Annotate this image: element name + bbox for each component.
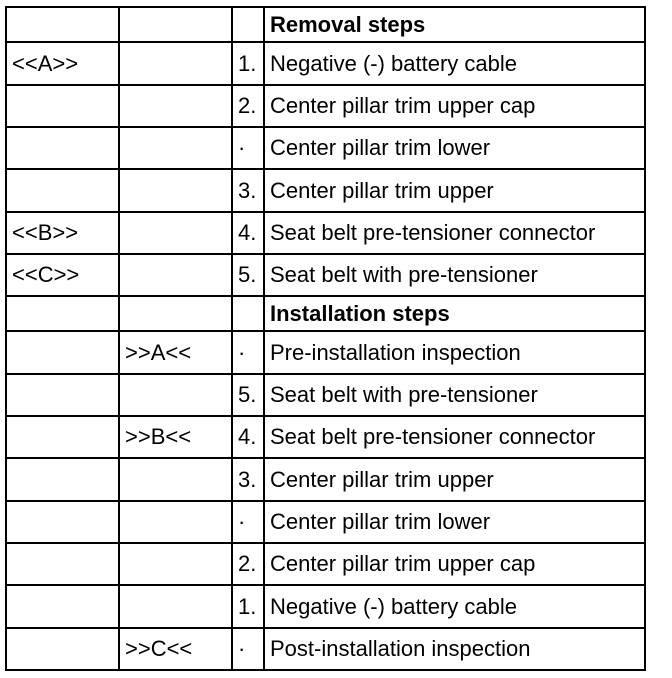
step-row (6, 127, 645, 169)
step-number-cell: 5. (232, 374, 264, 416)
step-number-cell (232, 7, 264, 42)
removal-ref-cell (6, 374, 119, 416)
removal-ref-cell (6, 501, 119, 543)
removal-ref-cell (6, 331, 119, 374)
removal-ref-cell: <<B>> (6, 212, 119, 254)
installation-ref-cell (119, 7, 232, 42)
step-name-cell: Negative (-) battery cable (264, 42, 645, 85)
removal-ref-cell (6, 628, 119, 670)
step-row (6, 458, 645, 501)
step-name-cell: Center pillar trim lower (264, 501, 645, 543)
removal-ref-cell (6, 127, 119, 169)
removal-ref-cell (6, 458, 119, 501)
step-number-cell: 4. (232, 212, 264, 254)
step-row (6, 85, 645, 127)
installation-ref-cell (119, 254, 232, 296)
step-name-cell: Center pillar trim upper (264, 458, 645, 501)
removal-ref-cell (6, 169, 119, 212)
step-number-cell: 5. (232, 254, 264, 296)
step-row (6, 628, 645, 670)
step-name-cell: Negative (-) battery cable (264, 585, 645, 628)
section-heading-row (6, 7, 645, 42)
step-number-cell: 1. (232, 585, 264, 628)
step-name-cell: Center pillar trim upper cap (264, 543, 645, 585)
step-name-cell: Seat belt pre-tensioner connector (264, 212, 645, 254)
step-number-cell: · (232, 331, 264, 374)
installation-ref-cell (119, 127, 232, 169)
section-heading: Removal steps (264, 7, 645, 42)
step-number-cell: · (232, 127, 264, 169)
removal-ref-cell (6, 7, 119, 42)
step-number-cell: 1. (232, 42, 264, 85)
removal-ref-cell (6, 585, 119, 628)
removal-ref-cell: <<A>> (6, 42, 119, 85)
step-number-cell: 3. (232, 169, 264, 212)
step-row (6, 501, 645, 543)
removal-installation-table (5, 6, 646, 671)
step-number-cell: · (232, 628, 264, 670)
installation-ref-cell (119, 585, 232, 628)
installation-ref-cell: >>C<< (119, 628, 232, 670)
removal-ref-cell: <<C>> (6, 254, 119, 296)
step-row (6, 42, 645, 85)
step-row (6, 331, 645, 374)
installation-ref-cell (119, 374, 232, 416)
step-name-cell: Seat belt pre-tensioner connector (264, 416, 645, 458)
step-number-cell: 2. (232, 85, 264, 127)
step-row (6, 374, 645, 416)
installation-ref-cell (119, 458, 232, 501)
step-name-cell: Seat belt with pre-tensioner (264, 254, 645, 296)
step-name-cell: Center pillar trim lower (264, 127, 645, 169)
section-heading-row (6, 296, 645, 331)
step-number-cell: 4. (232, 416, 264, 458)
installation-ref-cell (119, 543, 232, 585)
step-name-cell: Post-installation inspection (264, 628, 645, 670)
step-row (6, 585, 645, 628)
step-number-cell (232, 296, 264, 331)
installation-ref-cell: >>A<< (119, 331, 232, 374)
step-row (6, 169, 645, 212)
installation-ref-cell (119, 85, 232, 127)
removal-ref-cell (6, 543, 119, 585)
step-row (6, 543, 645, 585)
installation-ref-cell (119, 42, 232, 85)
removal-ref-cell (6, 416, 119, 458)
step-name-cell: Center pillar trim upper (264, 169, 645, 212)
step-name-cell: Center pillar trim upper cap (264, 85, 645, 127)
step-number-cell: 2. (232, 543, 264, 585)
step-row (6, 416, 645, 458)
installation-ref-cell (119, 296, 232, 331)
steps-table-body (6, 7, 645, 670)
installation-ref-cell (119, 501, 232, 543)
installation-ref-cell (119, 212, 232, 254)
step-number-cell: · (232, 501, 264, 543)
step-row (6, 212, 645, 254)
removal-ref-cell (6, 296, 119, 331)
step-name-cell: Pre-installation inspection (264, 331, 645, 374)
section-heading: Installation steps (264, 296, 645, 331)
removal-ref-cell (6, 85, 119, 127)
installation-ref-cell (119, 169, 232, 212)
step-row (6, 254, 645, 296)
installation-ref-cell: >>B<< (119, 416, 232, 458)
step-number-cell: 3. (232, 458, 264, 501)
step-name-cell: Seat belt with pre-tensioner (264, 374, 645, 416)
